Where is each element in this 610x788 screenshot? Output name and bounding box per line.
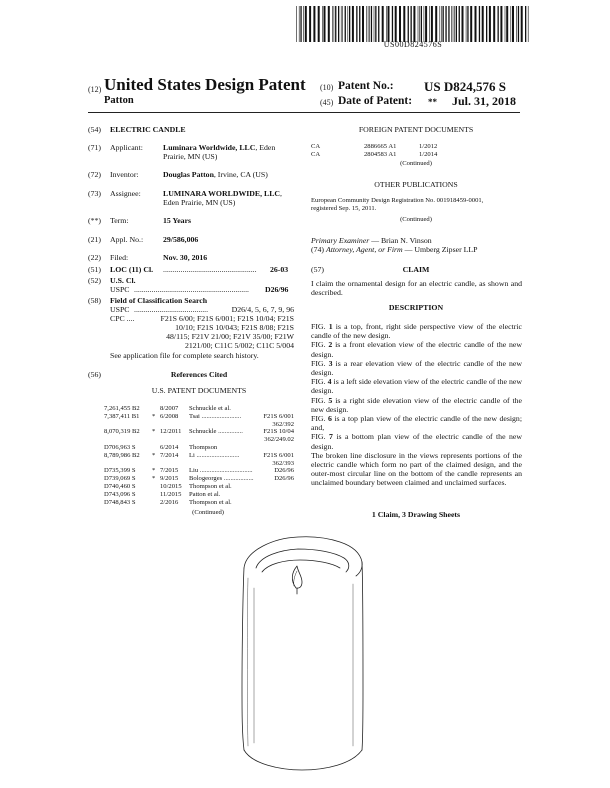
reference-name: Schnuckle ...............: [189, 428, 243, 436]
barcode-bar: [335, 6, 336, 42]
code-12: (12): [88, 85, 102, 94]
barcode-bar: [521, 6, 523, 42]
field-uspc-dots: ......................................: [134, 305, 209, 314]
barcode-bar: [462, 6, 464, 42]
barcode-bar: [403, 6, 405, 42]
reference-date: 2/2016: [160, 498, 179, 506]
foreign-number: 2886665 A1: [364, 143, 397, 150]
candle-right-side: [362, 562, 363, 750]
barcode-bar: [375, 6, 376, 42]
reference-class: 362/393: [272, 459, 294, 467]
reference-star: *: [152, 428, 156, 436]
barcode-bar: [506, 6, 508, 42]
code-72: (72): [88, 170, 101, 179]
barcode-bar: [345, 6, 346, 42]
reference-star: *: [152, 451, 156, 459]
barcode-bar: [448, 6, 449, 42]
reference-name: Thompson et al.: [189, 498, 232, 506]
cpc-line: 10/10; F21S 10/043; F21S 8/08; F21S: [175, 323, 294, 332]
reference-date: 7/2015: [160, 467, 179, 475]
reference-class: 362/392: [272, 420, 294, 428]
reference-name: Li ..........................: [189, 451, 240, 459]
reference-number: D748,843 S: [104, 498, 136, 506]
reference-name: Bologeorges ..................: [189, 475, 254, 483]
description-body: [311, 322, 522, 488]
barcode-bar: [451, 6, 452, 42]
reference-name: Thompson et al.: [189, 483, 232, 490]
reference-star: *: [152, 412, 156, 420]
barcode-bar: [441, 6, 442, 42]
reference-class: F21S 6/001: [263, 412, 294, 420]
barcode-bar: [486, 6, 487, 42]
barcode-bar: [429, 6, 430, 42]
claims-sheets: 1 Claim, 3 Drawing Sheets: [371, 510, 461, 519]
barcode-bar: [421, 6, 422, 42]
patent-no-label: Patent No.:: [338, 80, 394, 92]
term-label: Term:: [110, 216, 129, 225]
assignee-label: Assignee:: [110, 189, 141, 198]
primary-examiner: Primary Examiner — Brian N. Vinson: [311, 236, 432, 245]
filed-label: Filed:: [110, 253, 129, 262]
header-rule: [88, 112, 520, 113]
reference-date: 8/2007: [160, 405, 179, 412]
reference-number: 8,789,986 B2: [104, 451, 140, 459]
barcode-bar: [334, 6, 335, 42]
assignee-line2: Eden Prairie, MN (US): [163, 198, 236, 207]
foreign-continued: (Continued): [400, 160, 432, 167]
barcode-bar: [419, 6, 420, 42]
inventor-surname: Patton: [104, 95, 134, 106]
barcode-bar: [359, 6, 360, 42]
barcode-bar: [328, 6, 330, 42]
reference-date: 9/2015: [160, 475, 179, 483]
barcode-bar: [498, 6, 499, 42]
barcode-bar: [511, 6, 512, 42]
code-21: (21): [88, 235, 101, 244]
code-45: (45): [320, 98, 334, 107]
code-54: (54): [88, 125, 101, 134]
reference-date: 10/2015: [160, 483, 182, 490]
candle-recess-inner: [262, 560, 340, 572]
barcode-bar: [305, 6, 307, 42]
barcode-bar: [366, 6, 367, 42]
reference-date: 7/2014: [160, 451, 179, 459]
barcode-bar: [309, 6, 311, 42]
code-52: (52): [88, 276, 101, 285]
code-58: (58): [88, 296, 101, 305]
barcode-bar: [371, 6, 372, 42]
barcode-bar: [356, 6, 357, 42]
barcode-bar: [479, 6, 480, 42]
references-heading: References Cited: [170, 370, 228, 379]
appl-no-label: Appl. No.:: [110, 235, 144, 244]
fig-description: FIG. 7 is a bottom plan view of the electric candle of the new design.: [311, 432, 522, 451]
other-publication-line: European Community Design Registration No. 001918459-0001,: [311, 197, 484, 204]
assignee-value: LUMINARA WORLDWIDE, LLC,: [163, 189, 282, 198]
barcode-bar: [362, 6, 364, 42]
code-71: (71): [88, 143, 101, 152]
reference-class: F21S 10/04: [263, 428, 294, 436]
barcode-bar: [332, 6, 333, 42]
reference-date: 12/2011: [160, 428, 182, 436]
barcode-bar: [456, 6, 457, 42]
applicant-label: Applicant:: [110, 143, 143, 152]
barcode-bar: [431, 6, 433, 42]
reference-class: 362/249.02: [264, 436, 294, 444]
reference-number: 7,387,411 B1: [104, 412, 140, 420]
barcode-bar: [512, 6, 514, 42]
barcode-bar: [392, 6, 393, 42]
claim-text: I claim the ornamental design for an electric candle, as shown and described.: [311, 279, 522, 298]
appl-no-value: 29/586,006: [163, 235, 199, 244]
field-search-label: Field of Classification Search: [110, 296, 208, 305]
cpc-line: 2121/00; C11C 5/002; C11C 5/004: [184, 341, 294, 350]
fig-description: FIG. 5 is a right side elevation view of the electric candle of the new design.: [311, 395, 522, 414]
barcode-bar: [454, 6, 455, 42]
barcode-bar: [386, 6, 387, 42]
barcode-bar: [467, 6, 468, 42]
other-continued: (Continued): [400, 216, 432, 223]
foreign-country: CA: [311, 143, 321, 150]
barcode-bar: [349, 6, 350, 42]
code-term: (**): [88, 216, 101, 225]
us-cl-value: D26/96: [265, 285, 289, 294]
foreign-doc-row: [311, 151, 521, 160]
fig-description: FIG. 6 is a top plan view of the electric candle of the new design; and,: [311, 414, 522, 433]
reference-row: [104, 499, 294, 508]
foreign-number: 2804583 A1: [364, 151, 397, 158]
barcode-bar: [324, 6, 326, 42]
foreign-docs-heading: FOREIGN PATENT DOCUMENTS: [358, 125, 474, 134]
barcode: [296, 6, 530, 42]
reference-number: 8,070,319 B2: [104, 428, 140, 436]
barcode-bar: [425, 6, 427, 42]
patent-title: United States Design Patent: [104, 75, 306, 94]
cpc-line: F21S 6/00; F21S 6/001; F21S 10/04; F21S: [160, 314, 294, 323]
barcode-bar: [322, 6, 323, 42]
barcode-bar: [348, 6, 349, 42]
date-label: Date of Patent:: [338, 95, 413, 107]
barcode-bar: [341, 6, 342, 42]
reference-number: D706,963 S: [104, 444, 136, 451]
barcode-bar: [470, 6, 472, 42]
barcode-bar: [459, 6, 460, 42]
barcode-bar: [453, 6, 454, 42]
reference-name: Patton et al.: [189, 490, 221, 498]
fig-description: FIG. 2 is a front elevation view of the electric candle of the new design.: [311, 340, 522, 359]
barcode-bar: [493, 6, 495, 42]
fig-description: FIG. 3 is a rear elevation view of the electric candle of the new design.: [311, 358, 522, 378]
candle-top-rim: [244, 537, 362, 576]
barcode-bar: [388, 6, 390, 42]
refs-continued: (Continued): [192, 509, 224, 516]
barcode-bar: [443, 6, 444, 42]
design-title: ELECTRIC CANDLE: [110, 125, 186, 134]
us-patent-docs-heading: U.S. PATENT DOCUMENTS: [151, 386, 247, 395]
barcode-bar: [369, 6, 370, 42]
barcode-bar: [399, 6, 401, 42]
barcode-bar: [382, 6, 384, 42]
barcode-bar: [408, 6, 409, 42]
barcode-bar: [318, 6, 320, 42]
barcode-bar: [516, 6, 517, 42]
barcode-bar: [300, 6, 301, 42]
other-publications-heading: OTHER PUBLICATIONS: [374, 180, 458, 189]
fig-description: FIG. 1 is a top, front, right side perspective view of the electric candle of the new design.: [311, 322, 522, 341]
reference-number: D739,069 S: [104, 475, 136, 483]
barcode-bar: [500, 6, 502, 42]
term-value: 15 Years: [163, 216, 192, 225]
barcode-bar: [296, 6, 297, 42]
field-uspc-label: USPC: [110, 305, 130, 314]
barcode-bar: [518, 6, 519, 42]
applicant-value: Luminara Worldwide, LLC, Eden: [163, 143, 276, 152]
reference-class: D26/96: [274, 467, 294, 475]
foreign-date: 1/2012: [419, 143, 438, 150]
attorney: (74) Attorney, Agent, or Firm — Umberg Zipser LLP: [311, 245, 478, 254]
code-56: (56): [88, 370, 101, 379]
broken-line-note: The broken line disclosure in the views represents portions of the electric candle which form no part of the claimed design, and the outer-most circular line on the bottom of the candle represents an unclaimed boundary between claimed and unclaimed surfaces.: [311, 450, 522, 488]
cpc-line: 48/115; F21V 21/00; F21V 35/00; F21W: [166, 332, 294, 341]
field-uspc-value: D26/4, 5, 6, 7, 9, 96: [231, 305, 294, 314]
loc-label: LOC (11) Cl.: [110, 265, 154, 274]
candle-recess: [256, 549, 349, 572]
barcode-bar: [313, 6, 315, 42]
barcode-bar: [440, 6, 441, 42]
candle-left-side: [242, 568, 244, 750]
us-cl-label: U.S. Cl.: [110, 276, 136, 285]
barcode-bar: [303, 6, 304, 42]
reference-date: 6/2014: [160, 444, 179, 451]
patent-date: Jul. 31, 2018: [452, 94, 517, 108]
reference-name: Thompson: [189, 444, 218, 451]
reference-star: *: [152, 475, 156, 483]
code-51: (51): [88, 265, 101, 274]
reference-date: 11/2015: [160, 490, 182, 498]
claim-heading: CLAIM: [402, 265, 430, 274]
barcode-bar: [342, 6, 343, 42]
barcode-bar: [435, 6, 437, 42]
reference-name: Liu ................................: [189, 467, 253, 475]
us-cl-dots: ...........................................................: [134, 285, 250, 294]
candle-bottom: [244, 750, 362, 770]
barcode-bar: [482, 6, 484, 42]
barcode-bar: [299, 6, 300, 42]
reference-date: 6/2008: [160, 412, 179, 420]
us-cl-sub-label: USPC: [110, 285, 130, 294]
document-number: US00D824576S: [383, 40, 443, 49]
reference-class: D26/96: [274, 475, 294, 483]
barcode-bar: [338, 6, 339, 42]
patent-number: US D824,576 S: [424, 79, 506, 94]
barcode-bar: [411, 6, 412, 42]
description-heading: DESCRIPTION: [388, 303, 444, 312]
reference-class: F21S 6/001: [263, 451, 294, 459]
inventor-label: Inventor:: [110, 170, 139, 179]
reference-name: Tsai ........................: [189, 412, 242, 420]
barcode-bar: [418, 6, 419, 42]
other-publication-line: registered Sep. 15, 2011.: [311, 205, 377, 212]
cpc-label: CPC ....: [110, 314, 135, 323]
code-10: (10): [320, 83, 334, 92]
reference-number: D740,460 S: [104, 483, 136, 490]
candle-drawing: [236, 528, 368, 778]
reference-number: 7,261,455 B2: [104, 405, 140, 412]
reference-name: Schnuckle et al.: [189, 405, 231, 412]
foreign-date: 1/2014: [419, 151, 438, 158]
barcode-bar: [424, 6, 425, 42]
foreign-country: CA: [311, 151, 321, 158]
loc-dots: ................................................: [163, 265, 257, 274]
inventor-value: Douglas Patton, Irvine, CA (US): [163, 170, 268, 179]
applicant-line2: Prairie, MN (US): [163, 152, 218, 161]
barcode-bar: [374, 6, 375, 42]
barcode-bar: [378, 6, 379, 42]
loc-value: 26-03: [270, 265, 289, 274]
barcode-bar: [528, 6, 529, 42]
date-marker: **: [428, 97, 437, 107]
reference-number: D743,096 S: [104, 490, 136, 498]
barcode-bar: [445, 6, 446, 42]
reference-star: *: [152, 467, 156, 475]
barcode-bar: [466, 6, 467, 42]
barcode-bar: [489, 6, 491, 42]
barcode-bar: [525, 6, 526, 42]
barcode-bar: [413, 6, 415, 42]
barcode-bar: [475, 6, 477, 42]
filed-value: Nov. 30, 2016: [163, 253, 208, 262]
fig-description: FIG. 4 is a left side elevation view of the electric candle of the new design.: [311, 377, 522, 396]
barcode-bar: [395, 6, 397, 42]
barcode-bar: [505, 6, 506, 42]
barcode-bar: [368, 6, 369, 42]
code-57: (57): [311, 265, 324, 274]
barcode-bar: [352, 6, 354, 42]
code-22: (22): [88, 253, 101, 262]
reference-number: D735,399 S: [104, 467, 136, 475]
see-also: See application file for complete search history.: [110, 351, 259, 360]
code-73: (73): [88, 189, 101, 198]
